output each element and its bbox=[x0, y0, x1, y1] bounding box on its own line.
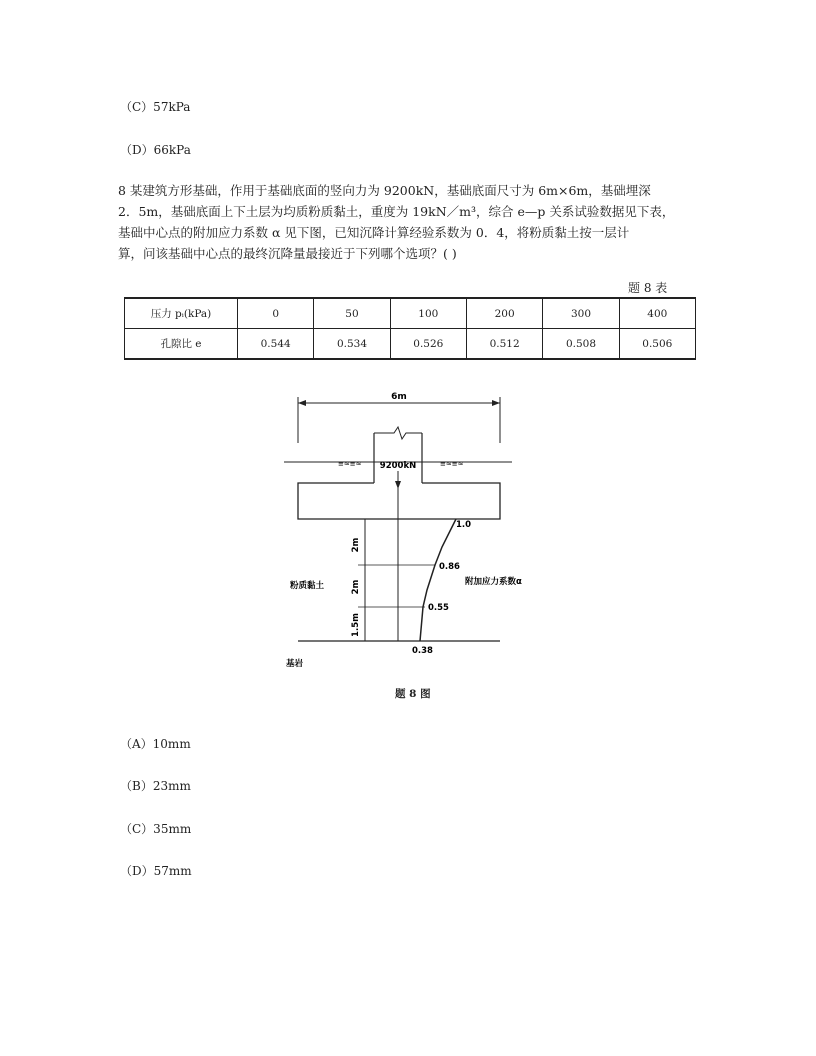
alpha-label: 0.86 bbox=[439, 562, 460, 572]
arrow-right-icon bbox=[492, 400, 500, 406]
alpha-label: 0.55 bbox=[428, 603, 449, 613]
arrow-left-icon bbox=[298, 400, 306, 406]
stress-coefficient-curve bbox=[420, 519, 456, 641]
table-cell: 300 bbox=[543, 298, 619, 329]
option-a: （A）10mm bbox=[120, 737, 191, 751]
option-b: （B）23mm bbox=[120, 779, 191, 793]
table-cell: 50 bbox=[314, 298, 390, 329]
table-row bbox=[125, 329, 696, 360]
table-row bbox=[125, 298, 696, 329]
table-cell: 0.526 bbox=[390, 329, 466, 360]
ep-table bbox=[124, 297, 696, 360]
table-caption: 题 8 表 bbox=[628, 281, 668, 295]
coef-label: 附加应力系数α bbox=[465, 577, 522, 587]
prev-option-d: （D）66kPa bbox=[120, 143, 191, 157]
depth-label: 2m bbox=[351, 537, 361, 553]
question-line: 算，问该基础中心点的最终沉降量最接近于下列哪个选项？( ) bbox=[118, 246, 457, 261]
soil-label: 粉质黏土 bbox=[290, 581, 325, 591]
table-cell: 200 bbox=[466, 298, 542, 329]
figure-caption: 题 8 图 bbox=[395, 688, 431, 700]
prev-option-c: （C）57kPa bbox=[120, 100, 191, 114]
load-arrow-icon bbox=[395, 481, 401, 489]
soil-hatch-icon: ≡≈≡≈ bbox=[338, 460, 362, 468]
depth-label: 2m bbox=[351, 579, 361, 595]
table-cell: 0.508 bbox=[543, 329, 619, 360]
table-cell: 0.534 bbox=[314, 329, 390, 360]
option-c: （C）35mm bbox=[120, 822, 192, 836]
question-8 bbox=[118, 180, 698, 264]
option-d: （D）57mm bbox=[120, 864, 192, 878]
alpha-label: 1.0 bbox=[456, 520, 472, 530]
depth-label: 1.5m bbox=[351, 613, 361, 637]
break-line-icon bbox=[374, 427, 422, 439]
alpha-label: 0.38 bbox=[412, 646, 433, 656]
table-cell: 0.512 bbox=[466, 329, 542, 360]
load-label: 9200kN bbox=[379, 461, 417, 471]
row-label-void-ratio: 孔隙比 e bbox=[125, 329, 238, 360]
question-line: 8 某建筑方形基础，作用于基础底面的竖向力为 9200kN，基础底面尺寸为 6m×6m，基础埋深 bbox=[118, 183, 651, 198]
question-line: 2．5m，基础底面上下土层为均质粉质黏土，重度为 19kN／m³，综合 e—p 关系试验数据见下表， bbox=[118, 204, 675, 219]
footing-outline bbox=[298, 483, 500, 519]
foundation-diagram bbox=[270, 385, 530, 675]
table-cell: 400 bbox=[619, 298, 695, 329]
table-cell: 0 bbox=[238, 298, 314, 329]
table-cell: 0.506 bbox=[619, 329, 695, 360]
question-line: 基础中心点的附加应力系数 α 见下图，已知沉降计算经验系数为 0．4，将粉质黏土按一层计 bbox=[118, 225, 630, 240]
width-label: 6m bbox=[391, 392, 407, 402]
table-cell: 0.544 bbox=[238, 329, 314, 360]
rock-label: 基岩 bbox=[286, 659, 304, 669]
soil-hatch-icon: ≡≈≡≈ bbox=[440, 460, 464, 468]
table-cell: 100 bbox=[390, 298, 466, 329]
row-label-pressure: 压力 pᵢ(kPa) bbox=[125, 298, 238, 329]
